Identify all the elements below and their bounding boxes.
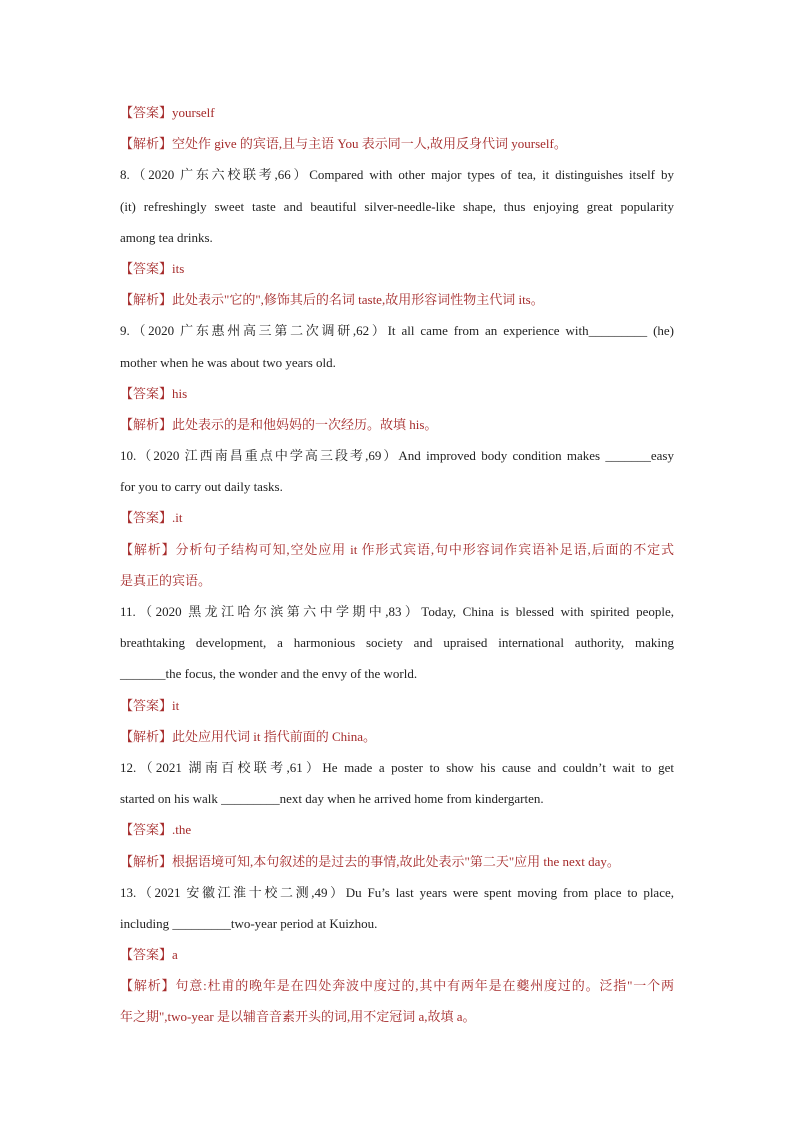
question-13-line-2: including _________two-year period at Kuizhou. xyxy=(120,915,378,931)
analysis-tag: 【解析】 xyxy=(120,728,173,744)
question-10-line-2: for you to carry out daily tasks. xyxy=(120,479,283,495)
answer-line xyxy=(120,690,674,721)
analysis-tag: 【解析】 xyxy=(120,416,173,432)
answer-text: yourself xyxy=(172,105,215,120)
analysis-text: 空处作 give 的宾语,且与主语 You 表示同一人,故用反身代词 yourself。 xyxy=(172,136,567,152)
analysis-line xyxy=(120,970,674,1001)
answer-tag: 【答案】 xyxy=(120,105,173,120)
question-10-line-1: 10.（2020 江西南昌重点中学高三段考,69）And improved body condition makes _______easy xyxy=(120,448,674,464)
answer-tag: 【答案】 xyxy=(120,822,173,838)
question-12-line-2: started on his walk _________next day when he arrived home from kindergarten. xyxy=(120,791,544,807)
answer-line xyxy=(120,502,674,533)
answer-line xyxy=(120,378,674,409)
analysis-line xyxy=(120,846,674,877)
answer-text: his xyxy=(172,385,188,401)
question-11-line-2: breathtaking development, a harmonious society and upraised international authority, making xyxy=(120,635,674,651)
document-page xyxy=(120,97,674,1033)
answer-text: a xyxy=(172,947,178,963)
analysis-text: 分析句子结构可知,空处应用 it 作形式宾语,句中形容词作宾语补足语,后面的不定式 xyxy=(175,541,674,557)
answer-text: it xyxy=(172,697,180,713)
question-8-line-2: (it) refreshingly sweet taste and beautiful silver-needle-like shape, thus enjoying great popularity xyxy=(120,198,674,214)
analysis-line xyxy=(120,409,674,440)
answer-tag: 【答案】 xyxy=(120,260,173,276)
analysis-line-continued: 年之期",two-year 是以辅音音素开头的词,用不定冠词 a,故填 a。 xyxy=(120,1009,476,1025)
answer-text: its xyxy=(172,260,185,276)
analysis-line xyxy=(120,721,674,752)
answer-line xyxy=(120,939,674,970)
answer-text: .the xyxy=(172,822,192,838)
analysis-tag: 【解析】 xyxy=(120,978,176,994)
answer-line xyxy=(120,253,674,284)
analysis-text: 句意:杜甫的晚年是在四处奔波中度过的,其中有两年是在夔州度过的。泛指"一个两 xyxy=(175,978,674,994)
question-13-line-1: 13.（2021 安徽江淮十校二测,49）Du Fu’s last years were spent moving from place to place, xyxy=(120,884,674,900)
answer-tag: 【答案】 xyxy=(120,385,173,401)
question-8-line-1: 8.（2020 广东六校联考,66）Compared with other major types of tea, it distinguishes itself by xyxy=(120,167,674,183)
analysis-text: 根据语境可知,本句叙述的是过去的事情,故此处表示"第二天"应用 the next day。 xyxy=(172,853,620,869)
analysis-text: 此处应用代词 it 指代前面的 China。 xyxy=(172,728,377,744)
answer-tag: 【答案】 xyxy=(120,510,173,526)
question-11-line-3: _______the focus, the wonder and the envy of the world. xyxy=(120,666,418,682)
answer-text: .it xyxy=(172,510,183,526)
analysis-text: 此处表示的是和他妈妈的一次经历。故填 his。 xyxy=(172,416,438,432)
question-9-line-2: mother when he was about two years old. xyxy=(120,354,336,370)
analysis-line xyxy=(120,128,674,159)
analysis-text: 此处表示"它的",修饰其后的名词 taste,故用形容词性物主代词 its。 xyxy=(172,292,544,308)
analysis-line xyxy=(120,284,674,315)
analysis-tag: 【解析】 xyxy=(120,853,173,869)
question-9-line-1: 9.（2020 广东惠州高三第二次调研,62）It all came from an experience with_________ (he) xyxy=(120,323,674,339)
answer-line xyxy=(120,814,674,845)
question-8-line-3: among tea drinks. xyxy=(120,229,213,245)
answer-line xyxy=(120,97,674,128)
analysis-tag: 【解析】 xyxy=(120,541,176,557)
analysis-line-continued: 是真正的宾语。 xyxy=(120,572,212,588)
analysis-tag: 【解析】 xyxy=(120,136,173,152)
question-11-line-1: 11.（2020 黑龙江哈尔滨第六中学期中,83）Today, China is blessed with spirited people, xyxy=(120,604,674,619)
analysis-line xyxy=(120,534,674,565)
answer-tag: 【答案】 xyxy=(120,697,173,713)
answer-tag: 【答案】 xyxy=(120,947,173,963)
analysis-tag: 【解析】 xyxy=(120,292,173,308)
question-12-line-1: 12.（2021 湖南百校联考,61）He made a poster to show his cause and couldn’t wait to get xyxy=(120,759,674,775)
